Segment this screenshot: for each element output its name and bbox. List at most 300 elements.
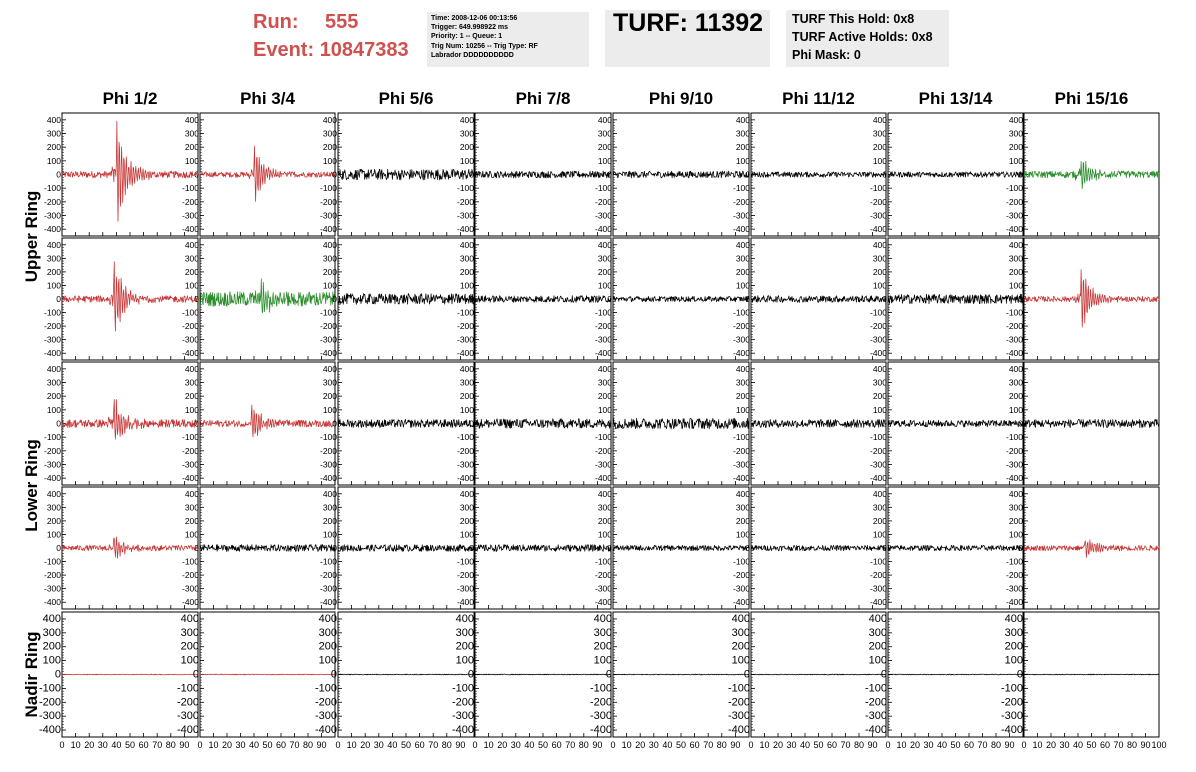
y-tick-label: 200 xyxy=(322,266,337,277)
waveform-trace xyxy=(751,674,886,675)
x-tick-label: 20 xyxy=(497,740,508,750)
x-tick-label: 40 xyxy=(387,740,398,750)
event-label: Event: xyxy=(253,39,315,61)
column-title: Phi 5/6 xyxy=(378,89,434,108)
y-tick-label: -200 xyxy=(43,445,61,456)
y-tick-label: -200 xyxy=(456,196,474,207)
y-tick-label: 300 xyxy=(1008,502,1023,513)
x-tick-label: 30 xyxy=(1059,740,1070,750)
y-tick-label: -200 xyxy=(38,696,61,709)
y-tick-label: -200 xyxy=(869,196,887,207)
y-tick-label: -300 xyxy=(864,710,887,723)
y-tick-label: -100 xyxy=(732,183,750,194)
waveform-trace xyxy=(200,279,335,313)
y-tick-label: 300 xyxy=(735,253,750,264)
y-tick-label: -200 xyxy=(319,196,337,207)
y-tick-label: -100 xyxy=(319,183,337,194)
y-tick-label: 100 xyxy=(731,654,750,667)
y-tick-label: 200 xyxy=(1008,266,1023,277)
y-tick-label: -100 xyxy=(864,682,887,695)
y-tick-label: -400 xyxy=(456,224,474,235)
ring-title: Lower Ring xyxy=(22,439,41,532)
y-tick-label: -200 xyxy=(869,321,887,332)
y-tick-label: -300 xyxy=(181,459,199,470)
waveform-trace xyxy=(62,262,198,331)
y-tick-label: -300 xyxy=(451,710,474,723)
y-tick-label: 200 xyxy=(731,640,750,653)
waveform-trace xyxy=(751,419,886,427)
y-tick-label: -100 xyxy=(181,183,199,194)
ring-title: Nadir Ring xyxy=(22,631,41,718)
y-tick-label: 100 xyxy=(184,155,199,166)
y-tick-label: 400 xyxy=(459,363,474,374)
y-tick-label: 400 xyxy=(455,612,474,625)
y-tick-label: -300 xyxy=(43,334,61,345)
y-tick-label: -100 xyxy=(181,307,199,318)
y-tick-label: -200 xyxy=(319,445,337,456)
y-tick-label: 200 xyxy=(1004,640,1023,653)
y-tick-label: -100 xyxy=(456,307,474,318)
y-tick-label: -400 xyxy=(594,473,612,484)
x-tick-label: 80 xyxy=(990,740,1002,750)
y-tick-label: -200 xyxy=(451,696,474,709)
y-tick-label: -300 xyxy=(869,583,887,594)
y-tick-label: -200 xyxy=(727,696,750,709)
y-tick-label: 400 xyxy=(46,239,61,250)
y-tick-label: 400 xyxy=(597,114,612,125)
y-tick-label: 0 xyxy=(607,418,612,429)
y-tick-label: 0 xyxy=(1016,668,1023,681)
info-line-trignum: Trig Num: 10256 -- Trig Type: RF xyxy=(431,42,538,50)
waveform-trace xyxy=(888,172,1023,177)
y-tick-label: -400 xyxy=(319,473,337,484)
y-tick-label: -300 xyxy=(314,710,337,723)
y-tick-label: -100 xyxy=(319,307,337,318)
y-tick-label: 200 xyxy=(46,142,61,153)
y-tick-label: 100 xyxy=(184,280,199,291)
x-tick-label: 20 xyxy=(909,740,921,750)
y-tick-label: -200 xyxy=(1005,570,1023,581)
y-tick-label: -300 xyxy=(1005,583,1023,594)
x-tick-label: 50 xyxy=(950,740,961,750)
y-tick-label: -400 xyxy=(181,224,199,235)
y-tick-label: 100 xyxy=(322,529,337,540)
y-tick-label: 0 xyxy=(192,668,199,681)
y-tick-label: -300 xyxy=(319,334,337,345)
x-tick-label: 40 xyxy=(1072,740,1084,750)
column-title: Phi 7/8 xyxy=(515,89,571,108)
x-tick-label: 10 xyxy=(346,740,357,750)
y-tick-label: 100 xyxy=(46,529,61,540)
y-tick-label: -300 xyxy=(456,334,474,345)
y-tick-label: 300 xyxy=(46,377,61,388)
x-tick-label: 90 xyxy=(1140,740,1151,750)
y-tick-label: 0 xyxy=(605,668,612,681)
waveform-trace xyxy=(751,545,886,550)
y-tick-label: -100 xyxy=(732,432,750,443)
y-tick-label: -400 xyxy=(451,724,474,737)
waveform-trace xyxy=(751,172,886,177)
y-tick-label: -100 xyxy=(456,432,474,443)
y-tick-label: 300 xyxy=(597,253,612,264)
y-tick-label: 0 xyxy=(194,543,199,553)
y-tick-label: 400 xyxy=(42,612,61,625)
x-tick-label: 10 xyxy=(208,740,219,750)
waveform-trace xyxy=(1024,674,1159,675)
y-tick-label: -100 xyxy=(594,556,612,567)
info-line-priority: Priority: 1 -- Queue: 1 xyxy=(431,33,503,41)
y-tick-label: 400 xyxy=(1004,612,1023,625)
y-tick-label: -200 xyxy=(456,321,474,332)
y-tick-label: 300 xyxy=(180,626,199,639)
y-tick-label: 400 xyxy=(180,612,199,625)
y-tick-label: 200 xyxy=(46,391,61,402)
turf-this-hold: TURF This Hold: 0x8 xyxy=(792,12,915,26)
y-tick-label: -400 xyxy=(1005,597,1023,608)
waveform-trace xyxy=(475,674,611,675)
y-tick-label: -300 xyxy=(38,710,61,723)
y-tick-label: 200 xyxy=(459,391,474,402)
column-title: Phi 13/14 xyxy=(918,89,993,108)
x-tick-label: 20 xyxy=(1045,740,1057,750)
y-tick-label: -100 xyxy=(181,556,199,567)
y-tick-label: -300 xyxy=(456,210,474,221)
y-tick-label: 0 xyxy=(330,668,337,681)
x-tick-label: 40 xyxy=(248,740,260,750)
x-tick-label: 60 xyxy=(963,740,975,750)
y-tick-label: 100 xyxy=(1008,280,1023,291)
y-tick-label: -200 xyxy=(1005,445,1023,456)
y-tick-label: 100 xyxy=(1008,155,1023,166)
waveform-trace xyxy=(62,121,198,221)
y-tick-label: -200 xyxy=(181,321,199,332)
y-tick-label: -400 xyxy=(589,724,612,737)
waveform-trace xyxy=(888,545,1023,550)
y-tick-label: 100 xyxy=(459,155,474,166)
y-tick-label: 0 xyxy=(332,294,337,304)
x-tick-label: 80 xyxy=(853,740,865,750)
x-tick-label: 60 xyxy=(551,740,562,750)
y-tick-label: 300 xyxy=(868,626,887,639)
y-tick-label: -300 xyxy=(43,459,61,470)
waveform-trace xyxy=(613,674,749,675)
y-tick-label: 300 xyxy=(184,128,199,139)
x-tick-label: 80 xyxy=(716,740,727,750)
x-tick-label: 10 xyxy=(621,740,632,750)
y-tick-label: 200 xyxy=(322,391,337,402)
waveform-trace xyxy=(1024,161,1159,189)
x-tick-label: 0 xyxy=(335,740,341,750)
y-tick-label: -100 xyxy=(181,432,199,443)
x-tick-label: 50 xyxy=(537,740,549,750)
y-tick-label: 300 xyxy=(322,253,337,264)
x-tick-label: 80 xyxy=(165,740,176,750)
y-tick-label: 200 xyxy=(184,266,199,277)
y-tick-label: 100 xyxy=(322,155,337,166)
y-tick-label: -400 xyxy=(1005,348,1023,359)
y-tick-label: 400 xyxy=(597,239,612,250)
x-tick-label: 90 xyxy=(455,740,466,750)
y-tick-label: -300 xyxy=(869,334,887,345)
y-tick-label: 400 xyxy=(318,612,337,625)
waveform-trace xyxy=(1024,540,1159,558)
column-title: Phi 1/2 xyxy=(102,89,158,108)
y-tick-label: -400 xyxy=(864,724,887,737)
y-tick-label: -200 xyxy=(869,445,887,456)
x-tick-label: 90 xyxy=(316,740,327,750)
y-tick-label: 300 xyxy=(459,502,474,513)
y-tick-label: 100 xyxy=(46,404,61,415)
waveform-trace xyxy=(475,419,611,429)
y-tick-label: 400 xyxy=(597,488,612,499)
y-tick-label: -200 xyxy=(594,570,612,581)
x-tick-label: 0 xyxy=(748,740,754,750)
x-tick-label: 40 xyxy=(524,740,535,750)
y-tick-label: 200 xyxy=(872,266,887,277)
y-tick-label: 400 xyxy=(593,612,612,625)
y-tick-label: 0 xyxy=(1018,294,1023,304)
y-tick-label: 100 xyxy=(735,280,750,291)
y-tick-label: 300 xyxy=(459,253,474,264)
phi-mask: Phi Mask: 0 xyxy=(792,48,861,62)
y-tick-label: 100 xyxy=(184,404,199,415)
y-tick-label: -300 xyxy=(181,334,199,345)
x-tick-label: 80 xyxy=(1126,740,1138,750)
y-tick-label: -400 xyxy=(456,348,474,359)
y-tick-label: 100 xyxy=(184,529,199,540)
x-tick-label: 10 xyxy=(759,740,770,750)
y-tick-label: 400 xyxy=(322,363,337,374)
waveform-trace xyxy=(613,418,749,429)
y-tick-label: -400 xyxy=(727,724,750,737)
y-tick-label: 0 xyxy=(469,294,474,304)
x-tick-label: 60 xyxy=(689,740,700,750)
y-tick-label: -300 xyxy=(319,583,337,594)
y-tick-label: 200 xyxy=(42,640,61,653)
y-tick-label: 400 xyxy=(735,363,750,374)
x-tick-label: 60 xyxy=(414,740,425,750)
info-line-trigger: Trigger: 649.998922 ms xyxy=(431,24,509,32)
x-tick-label: 10 xyxy=(1032,740,1043,750)
y-tick-label: -400 xyxy=(732,224,750,235)
x-tick-label: 90 xyxy=(592,740,603,750)
x-tick-label: 80 xyxy=(302,740,314,750)
y-tick-label: 400 xyxy=(322,114,337,125)
y-tick-label: 0 xyxy=(1018,418,1023,429)
y-tick-label: 200 xyxy=(46,266,61,277)
y-tick-label: 400 xyxy=(735,488,750,499)
y-tick-label: 200 xyxy=(459,266,474,277)
y-tick-label: -400 xyxy=(869,597,887,608)
waveform-trace xyxy=(613,545,749,550)
y-tick-label: 300 xyxy=(731,626,750,639)
y-tick-label: -100 xyxy=(176,682,199,695)
y-tick-label: 200 xyxy=(46,515,61,526)
y-tick-label: -300 xyxy=(594,334,612,345)
y-tick-label: -100 xyxy=(43,556,61,567)
x-tick-label: 40 xyxy=(936,740,948,750)
x-tick-label: 70 xyxy=(428,740,439,750)
x-tick-label: 20 xyxy=(772,740,784,750)
y-tick-label: 300 xyxy=(322,377,337,388)
y-tick-label: -200 xyxy=(1005,196,1023,207)
y-tick-label: 300 xyxy=(1008,128,1023,139)
x-tick-label: 50 xyxy=(675,740,687,750)
y-tick-label: -200 xyxy=(176,696,199,709)
y-tick-label: 0 xyxy=(467,668,474,681)
y-tick-label: 100 xyxy=(593,654,612,667)
y-tick-label: 200 xyxy=(593,640,612,653)
y-tick-label: 0 xyxy=(743,668,750,681)
x-tick-label: 0 xyxy=(1021,740,1027,750)
waveform-trace xyxy=(200,545,335,552)
y-tick-label: 200 xyxy=(872,515,887,526)
x-tick-label: 0 xyxy=(197,740,203,750)
y-tick-label: 300 xyxy=(46,128,61,139)
y-tick-label: 0 xyxy=(194,294,199,304)
waveform-trace xyxy=(62,399,198,439)
y-tick-label: -300 xyxy=(456,459,474,470)
y-tick-label: -100 xyxy=(727,682,750,695)
y-tick-label: -200 xyxy=(1005,321,1023,332)
x-tick-label: 30 xyxy=(97,740,108,750)
x-tick-label: 60 xyxy=(138,740,149,750)
y-tick-label: 400 xyxy=(731,612,750,625)
info-line-labrador: Labrador DDDDDDDDDD xyxy=(431,51,514,59)
waveform-trace xyxy=(62,537,198,558)
y-tick-label: 0 xyxy=(882,543,887,553)
x-tick-label: 60 xyxy=(1099,740,1111,750)
y-tick-label: -100 xyxy=(594,183,612,194)
y-tick-label: 100 xyxy=(455,654,474,667)
y-tick-label: 0 xyxy=(56,418,61,429)
y-tick-label: -100 xyxy=(43,183,61,194)
y-tick-label: -200 xyxy=(594,321,612,332)
y-tick-label: 200 xyxy=(597,142,612,153)
x-tick-label: 40 xyxy=(662,740,673,750)
y-tick-label: 100 xyxy=(735,529,750,540)
y-tick-label: 300 xyxy=(455,626,474,639)
y-tick-label: -100 xyxy=(314,682,337,695)
y-tick-label: -200 xyxy=(319,570,337,581)
x-tick-label: 70 xyxy=(152,740,163,750)
y-tick-label: 0 xyxy=(469,543,474,553)
y-tick-label: -200 xyxy=(732,321,750,332)
y-tick-label: 300 xyxy=(872,502,887,513)
y-tick-label: -300 xyxy=(732,583,750,594)
y-tick-label: 400 xyxy=(1008,239,1023,250)
y-tick-label: 200 xyxy=(1008,142,1023,153)
y-tick-label: 400 xyxy=(184,239,199,250)
y-tick-label: -100 xyxy=(319,432,337,443)
y-tick-label: -100 xyxy=(1005,183,1023,194)
y-tick-label: 100 xyxy=(872,155,887,166)
y-tick-label: 0 xyxy=(332,169,337,180)
waveform-trace xyxy=(888,674,1023,675)
y-tick-label: -400 xyxy=(38,724,61,737)
info-line-time: Time: 2008-12-06 00:13:56 xyxy=(431,15,518,22)
y-tick-label: -400 xyxy=(43,597,61,608)
y-tick-label: 200 xyxy=(180,640,199,653)
y-tick-label: 0 xyxy=(745,169,750,180)
y-tick-label: -100 xyxy=(456,183,474,194)
x-tick-label: 60 xyxy=(826,740,838,750)
y-tick-label: 0 xyxy=(882,418,887,429)
y-tick-label: 0 xyxy=(469,418,474,429)
y-tick-label: 400 xyxy=(872,363,887,374)
y-tick-label: -300 xyxy=(732,459,750,470)
y-tick-label: 200 xyxy=(322,515,337,526)
y-tick-label: 100 xyxy=(597,404,612,415)
y-tick-label: -100 xyxy=(319,556,337,567)
x-tick-label: 20 xyxy=(84,740,95,750)
y-tick-label: -300 xyxy=(43,210,61,221)
y-tick-label: 200 xyxy=(735,391,750,402)
x-tick-label: 50 xyxy=(813,740,824,750)
y-tick-label: -400 xyxy=(181,473,199,484)
y-tick-label: 0 xyxy=(745,543,750,553)
y-tick-label: 400 xyxy=(1008,363,1023,374)
y-tick-label: -100 xyxy=(869,183,887,194)
y-tick-label: -400 xyxy=(1000,724,1023,737)
x-tick-label: 40 xyxy=(799,740,811,750)
y-tick-label: -400 xyxy=(319,224,337,235)
y-tick-label: 100 xyxy=(735,155,750,166)
y-tick-label: 200 xyxy=(735,266,750,277)
waveform-trace xyxy=(62,674,198,675)
y-tick-label: -100 xyxy=(1005,432,1023,443)
y-tick-label: -100 xyxy=(594,432,612,443)
y-tick-label: 300 xyxy=(322,502,337,513)
y-tick-label: -300 xyxy=(319,459,337,470)
column-title: Phi 11/12 xyxy=(782,89,855,108)
panel-frame xyxy=(888,238,1023,360)
y-tick-label: -300 xyxy=(319,210,337,221)
x-tick-label: 50 xyxy=(262,740,273,750)
x-tick-label: 60 xyxy=(275,740,287,750)
y-tick-label: 0 xyxy=(1018,169,1023,180)
y-tick-label: 400 xyxy=(872,239,887,250)
y-tick-label: 400 xyxy=(459,114,474,125)
y-tick-label: 400 xyxy=(872,488,887,499)
y-tick-label: -200 xyxy=(732,445,750,456)
y-tick-label: -100 xyxy=(732,307,750,318)
y-tick-label: 100 xyxy=(459,404,474,415)
y-tick-label: 400 xyxy=(597,363,612,374)
x-tick-label: 70 xyxy=(1113,740,1124,750)
waveform-trace xyxy=(751,296,886,303)
y-tick-label: 0 xyxy=(56,543,61,553)
y-tick-label: 100 xyxy=(1004,654,1023,667)
y-tick-label: 300 xyxy=(593,626,612,639)
y-tick-label: 200 xyxy=(184,515,199,526)
x-tick-label: 30 xyxy=(373,740,384,750)
y-tick-label: -200 xyxy=(1000,696,1023,709)
y-tick-label: 200 xyxy=(597,266,612,277)
y-tick-label: 200 xyxy=(1008,515,1023,526)
x-tick-label: 20 xyxy=(635,740,646,750)
y-tick-label: 300 xyxy=(597,128,612,139)
y-tick-label: -200 xyxy=(181,196,199,207)
x-tick-label: 50 xyxy=(1086,740,1097,750)
y-tick-label: 300 xyxy=(318,626,337,639)
y-tick-label: 200 xyxy=(459,142,474,153)
y-tick-label: -200 xyxy=(589,696,612,709)
x-tick-label: 30 xyxy=(510,740,521,750)
x-tick-label: 20 xyxy=(360,740,371,750)
y-tick-label: 300 xyxy=(322,128,337,139)
y-tick-label: 100 xyxy=(459,280,474,291)
